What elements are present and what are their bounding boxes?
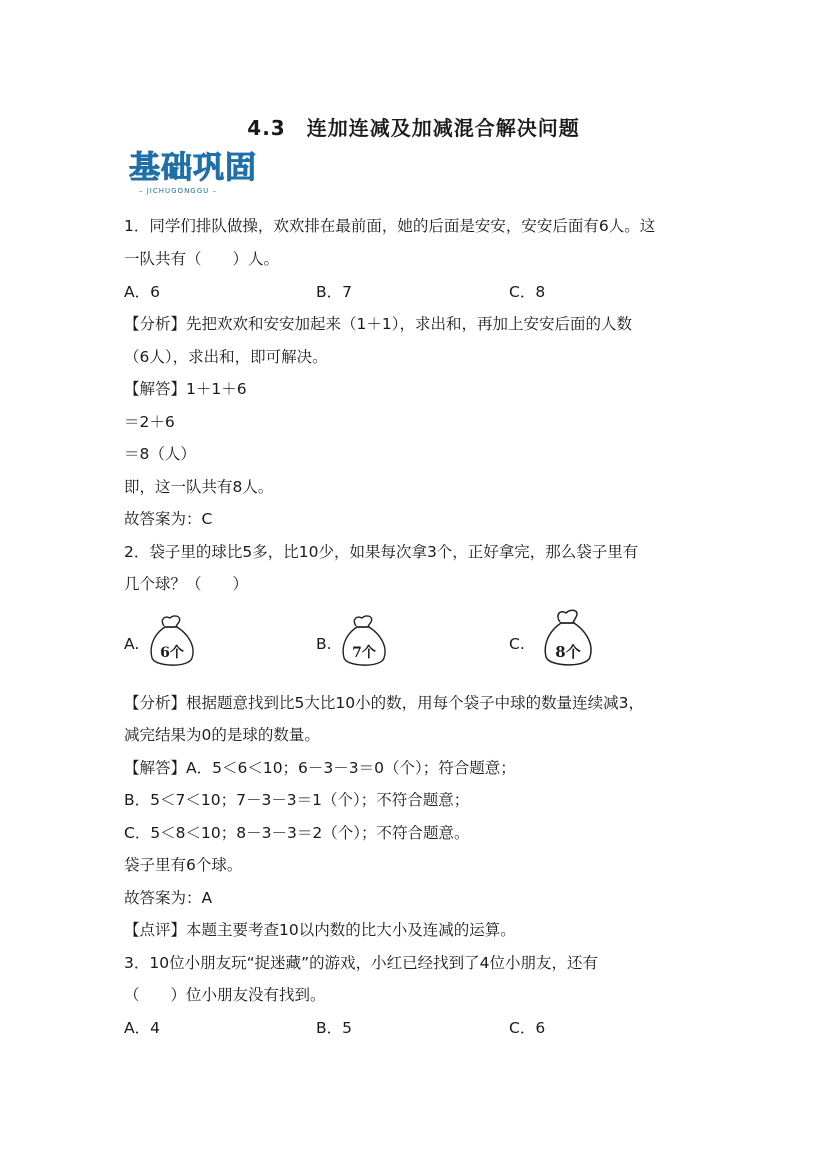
q1-analysis-line1: 【分析】先把欢欢和安安加起来（1＋1），求出和，再加上安安后面的人数 (124, 315, 632, 333)
q1-solution-line3: ＝8（人） (124, 445, 196, 463)
page-title: 4.3 连加连减及加减混合解决问题 (247, 116, 580, 140)
q1-stem-line2: 一队共有（ ）人。 (124, 250, 280, 268)
q2-bag-a-label: 6个 (160, 645, 184, 661)
q1-option-c: C．8 (509, 283, 546, 301)
q2-bag-a (146, 612, 198, 670)
logo-main-text: 基础巩固 (129, 150, 257, 186)
q3-option-a: A．4 (124, 1019, 160, 1037)
q2-bag-c (540, 606, 596, 670)
q3-option-c: C．6 (509, 1019, 546, 1037)
q2-bag-c-label: 8个 (555, 643, 581, 661)
section-logo (129, 150, 277, 200)
q2-answer: 故答案为：A (124, 889, 213, 907)
q3-stem-line2: （ ）位小朋友没有找到。 (124, 986, 326, 1004)
q1-option-a: A．6 (124, 283, 160, 301)
q2-bag-b-label: 7个 (352, 645, 376, 661)
q3-stem-line1: 3．10位小朋友玩“捉迷藏”的游戏，小红已经找到了4位小朋友，还有 (124, 954, 599, 972)
q3-option-b: B．5 (316, 1019, 352, 1037)
q2-option-b-letter: B. (316, 635, 332, 653)
q1-option-b: B．7 (316, 283, 352, 301)
q1-analysis-line2: （6人），求出和，即可解决。 (124, 348, 328, 366)
q2-bag-b (338, 612, 390, 670)
q2-solution-line2: B．5＜7＜10；7－3－3＝1（个）；不符合题意； (124, 791, 470, 809)
q2-option-c-letter: C. (509, 635, 525, 653)
q2-stem-line2: 几个球？（ ） (124, 575, 249, 593)
q2-analysis-line1: 【分析】根据题意找到比5大比10小的数，用每个袋子中球的数量连续减3， (124, 694, 644, 712)
q2-stem-line1: 2．袋子里的球比5多，比10少，如果每次拿3个，正好拿完，那么袋子里有 (124, 543, 639, 561)
q1-answer: 故答案为：C (124, 510, 213, 528)
q2-solution-line4: 袋子里有6个球。 (124, 856, 243, 874)
q2-solution-line3: C．5＜8＜10；8－3－3＝2（个）；不符合题意。 (124, 824, 470, 842)
logo-sub-text: – JICHUGONGGU – (139, 187, 217, 195)
q2-option-a-letter: A. (124, 635, 140, 653)
q2-solution-line1: 【解答】A．5＜6＜10；6－3－3＝0（个）；符合题意； (124, 759, 516, 777)
q1-stem-line1: 1．同学们排队做操，欢欢排在最前面，她的后面是安安，安安后面有6人。这 (124, 217, 656, 235)
q1-solution-line4: 即，这一队共有8人。 (124, 478, 274, 496)
q1-solution-line1: 【解答】1＋1＋6 (124, 380, 247, 398)
q2-analysis-line2: 减完结果为0的是球的数量。 (124, 726, 320, 744)
q2-comment: 【点评】本题主要考查10以内数的比大小及连减的运算。 (124, 921, 516, 939)
q1-solution-line2: ＝2＋6 (124, 413, 175, 431)
